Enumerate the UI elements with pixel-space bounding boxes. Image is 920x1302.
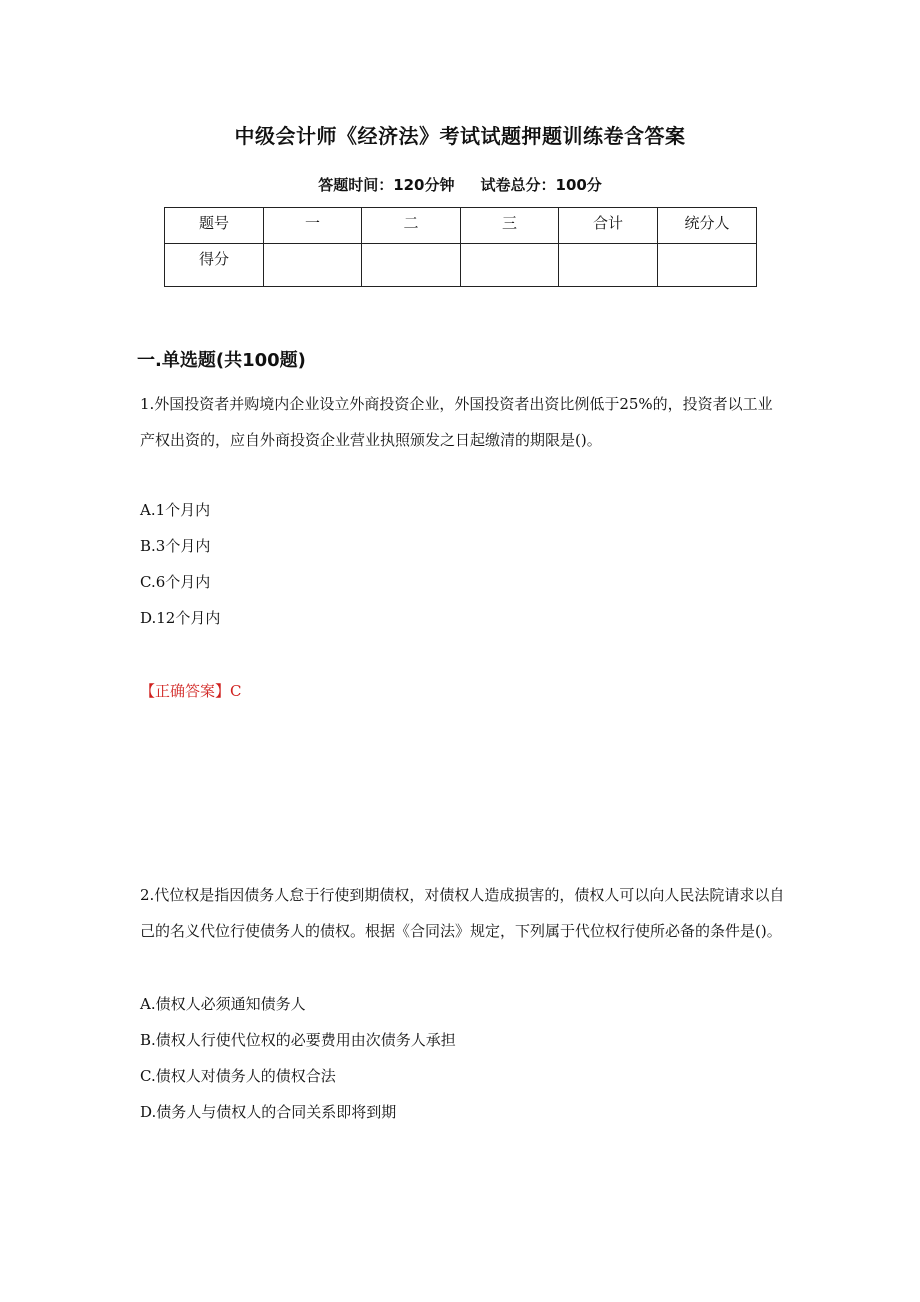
score-table-header-cell: 三	[461, 208, 559, 244]
document-title: 中级会计师《经济法》考试试题押题训练卷含答案	[234, 124, 686, 148]
exam-time: 答题时间：120分钟	[318, 176, 455, 194]
section-title: 一.单选题(共100题)	[137, 350, 306, 371]
score-cell	[461, 244, 559, 287]
score-table-header-cell: 一	[264, 208, 362, 244]
question-2-option-d: D.债务人与债权人的合同关系即将到期	[140, 1103, 397, 1121]
score-cell	[559, 244, 658, 287]
question-1-option-c: C.6个月内	[140, 573, 211, 591]
score-table-header-cell: 二	[362, 208, 461, 244]
score-cell	[658, 244, 757, 287]
score-cell	[264, 244, 362, 287]
score-table-header-row	[165, 208, 757, 244]
question-1-stem: 1.外国投资者并购境内企业设立外商投资企业，外国投资者出资比例低于25%的，投资者以工业产权出资的，应自外商投资企业营业执照颁发之日起缴清的期限是()。	[140, 395, 773, 449]
question-1-option-a: A.1个月内	[140, 501, 211, 519]
question-1-answer: 【正确答案】C	[140, 682, 242, 700]
question-2-stem: 2.代位权是指因债务人怠于行使到期债权，对债权人造成损害的，债权人可以向人民法院请求以自己的名义代位行使债务人的债权。根据《合同法》规定，下列属于代位权行使所必备的条件是()。	[140, 886, 785, 940]
score-table-header-cell: 题号	[165, 208, 264, 244]
score-table-header-cell: 合计	[559, 208, 658, 244]
question-1-option-d: D.12个月内	[140, 609, 221, 627]
question-2-option-b: B.债权人行使代位权的必要费用由次债务人承担	[140, 1031, 456, 1049]
question-2-option-a: A.债权人必须通知债务人	[140, 995, 306, 1013]
question-1-option-b: B.3个月内	[140, 537, 211, 555]
exam-total-score: 试卷总分：100分	[480, 176, 602, 194]
score-table	[164, 207, 757, 287]
question-2-option-c: C.债权人对债务人的债权合法	[140, 1067, 336, 1085]
score-row-label: 得分	[165, 244, 264, 287]
exam-info	[0, 174, 920, 195]
score-table-header-cell: 统分人	[658, 208, 757, 244]
score-table-score-row	[165, 244, 757, 287]
score-cell	[362, 244, 461, 287]
